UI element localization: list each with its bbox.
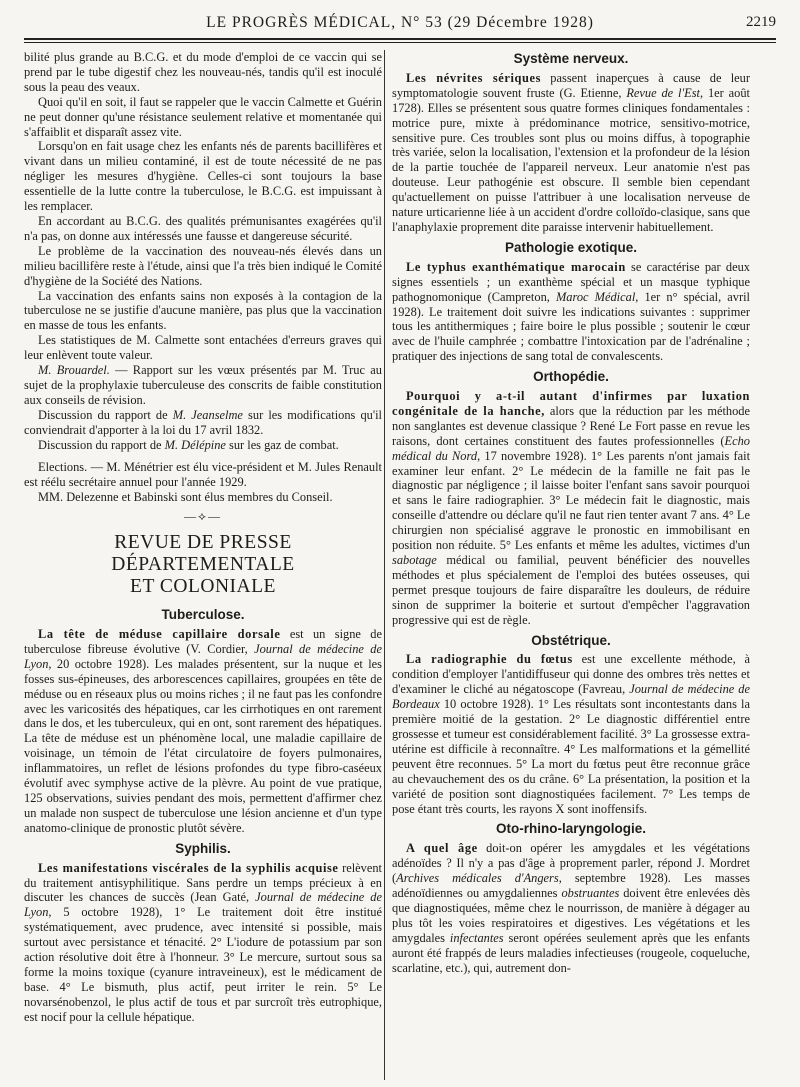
paragraph	[392, 71, 750, 235]
section-title	[24, 532, 382, 598]
paragraph	[24, 861, 382, 1025]
header-rule-thick	[24, 38, 776, 40]
italic-term: sabotage	[392, 553, 437, 567]
paragraph-text: médical ou familial, peuvent bénéficier des nouvelles méthodes et plus spécialement de l'emploi des butées osseuses, qui permet presque toujours de faire disparaître les douleurs, de réduire sinon de supprimer la boiterie et surtout d'empêcher l'aggravation progressive qui est de règle.	[392, 553, 750, 627]
paragraph	[24, 408, 382, 438]
person-name: M. Brouardel.	[38, 363, 110, 378]
paragraph: Elections. — M. Ménétrier est élu vice-président et M. Jules Renault est réélu secrétaire annuel pour l'année 1929.	[24, 460, 382, 490]
paragraph-text: est un signe de tuberculose fibreuse évolutive (V. Cordier,	[24, 627, 382, 656]
person-name: M. Délépine	[164, 437, 226, 452]
paragraph: En accordant au B.C.G. des qualités prémunisantes exagérées qu'il n'a pas, on donne aux intéressés une fausse et dangereuse sécurité.	[24, 213, 382, 243]
source-citation: Journal de médecine de Lyon	[24, 890, 382, 920]
article-lead: Le typhus exanthématique marocain	[406, 259, 626, 274]
section-title-line: REVUE DE PRESSE DÉPARTEMENTALE	[111, 532, 295, 576]
paragraph-text: doit-on opérer les amygdales et les végétations adénoïdes ? Il n'y a pas d'âge à proprement parler, répond J. Mordret (	[392, 841, 750, 886]
right-column	[392, 50, 750, 1080]
paragraph	[24, 627, 382, 836]
page-number: 2219	[746, 14, 776, 30]
paragraph	[24, 438, 382, 453]
paragraph-text: alors que la réduction par les méthode non sanglantes est devenue classique ? René Le Fort passe en revue les raisons, dont certaines constituent des fautes professionnelles (	[392, 403, 750, 448]
subsection-heading: Syphilis.	[175, 840, 231, 856]
subsection-heading: Orthopédie.	[533, 369, 609, 385]
paragraph: La vaccination des enfants sains non exposés à la contagion de la tuberculose ne se justifie d'aucune manière, pas plus que la vaccination en masse de tous les enfants.	[24, 288, 382, 333]
paragraph-text: , 17 novembre 1928). 1° Les parents n'ont jamais fait examiner leur enfant. 2° Le médecin de la famille ne fait pas le diagnostic par négligence ; il laisse boiter l'enfant sans savoir pourquoi et sans le faire radiographier. 3° Le médecin fait le diagnostic, mais conseille d'attendre ou déclare qu'il ne faut rien tenter avant 7 ans. 4° Le chirurgien non spécialisé aggrave le pronostic en immobilisant en position non réduite. 5° Les enfants et même les adultes, victimes d'un	[392, 448, 750, 553]
paragraph: Lorsqu'on en fait usage chez les enfants nés de parents bacillifères et vivant dans un milieu contaminé, il est de toute nécessité de ne pas négliger les mesures d'hygiène. Celles-ci sont toujours la base essentielle de la lutte contre la tuberculose, le B.C.G. est impuissant à les remplacer.	[24, 139, 382, 214]
paragraph-text: se caractérise par deux signes essentiels ; un exanthème spécial et un masque typhique pathognomonique (Campreton,	[392, 259, 750, 304]
subsection-heading: Système nerveux.	[513, 51, 629, 66]
paragraph-text: — Rapport sur les vœux présentés par M. Truc au sujet de la prophylaxie tuberculeuse des conscrits de faible constitution aux conseils de révision.	[24, 363, 382, 407]
paragraph: Le problème de la vaccination des nouveau-nés élevés dans un milieu bacillifère reste à l'étude, ainsi que l'a très bien indiqué le Comité d'hygiène de la Société des Nations.	[24, 243, 382, 288]
italic-term: infectantes	[449, 930, 504, 945]
column-divider	[384, 50, 385, 1080]
article-lead: La radiographie du fœtus	[406, 652, 573, 667]
source-citation: Journal de médecine de Lyon	[24, 641, 382, 671]
paragraph-text: , 5 octobre 1928), 1° Le traitement doit être institué systématiquement, avec prudence, avec intensité si possible, mais surtout avec persistance et ténacité. 2° L'iodure de potassium par son action résolutive doit être à l'honneur. 3° Le mercure, surtout sous sa forme la moins toxique (cyanure intraveineux), est le médicament de base. 4° Le bismuth, plus actif, peut irriter le rein. 5° Le novarsénobenzol, le plus actif de tous et par surcroît très eutrophique, est nocif pour la cellule hépatique.	[24, 905, 382, 1024]
paragraph	[24, 363, 382, 408]
section-divider-ornament: —⟡—	[184, 509, 222, 524]
paragraph-text: seront opérées seulement après que les enfants auront été frappés de leurs maladies infectieuses (rougeole, coqueluche, scarlatine, etc.), qui, autrement don-	[392, 930, 750, 975]
running-header	[24, 14, 776, 36]
paragraph-text: , 20 octobre 1928). Les malades présentent, sur la nuque et les fosses sus-épineuses, des arborescences capillaires, groupées en tête de méduse ou en réseaux plus ou moins riches ; il ne faut pas les confondre avec les varicosités des hépatiques, car les cirrhotiques en ont rarement dans le dos, et les tuberculeux, qui en ont, sont rarement des hépatiques. La tête de méduse est un phénomène local, une maladie capillaire de voisinage, un témoin de l'état circulatoire de foyers pulmonaires, inflammatoires, un reflet de lésions profondes du type fibro-caséeux évolutif avec symphyse active de la plèvre. Au point de vue pratique, 125 observations, suivies pendant des mois, permettent d'affirmer chez un malade non suspect de tuberculose une lésion ancienne et d'un type anatomo-clinique de pronostic plutôt sévère.	[24, 656, 382, 835]
paragraph	[392, 260, 750, 364]
paragraph	[392, 652, 750, 816]
paragraph	[392, 389, 750, 628]
paragraph-text: doivent être enlevées dès que diagnostiquées, même chez le nourrisson, de manière à dégager au plus tôt les voies respiratoires et digestives. Les végétations et les amygdales	[392, 886, 750, 945]
source-citation: Maroc Médical	[555, 289, 636, 304]
journal-title: LE PROGRÈS MÉDICAL, N° 53 (29 Décembre 1928)	[206, 14, 594, 31]
article-lead: A quel âge	[406, 841, 478, 856]
paragraph-text: , 1er n° spécial, avril 1928). Le traitement doit suivre les indications suivantes : supprimer tous les antithermiques ; faire boire le plus possible ; soutenir le cœur avec de l'huile camphrée ; combattre l'intoxication par de l'adrénaline ; pratiquer des injections de sang total de convalescents.	[392, 289, 750, 364]
section-title-line: ET COLONIALE	[130, 576, 276, 598]
paragraph-text: sur les modifications qu'il conviendrait d'apporter à la loi du 17 avril 1832.	[24, 407, 382, 437]
paragraph: Les statistiques de M. Calmette sont entachées d'erreurs graves qui leur enlèvent toute valeur.	[24, 333, 382, 363]
left-column	[24, 50, 382, 1080]
article-lead: Les névrites sériques	[406, 70, 542, 85]
paragraph	[392, 841, 750, 975]
article-lead: La tête de méduse capillaire dorsale	[38, 627, 281, 641]
article-lead: Les manifestations viscérales de la syphilis acquise	[38, 860, 339, 875]
source-citation: Journal de médecine de Bordeaux	[392, 682, 750, 712]
paragraph-text: passent inaperçues à cause de leur symptomatologie souvent fruste (G. Etienne,	[392, 70, 750, 100]
person-name: M. Jeanselme	[172, 407, 243, 422]
source-citation: Archives médicales d'Angers	[396, 871, 559, 886]
subsection-heading: Oto-rhino-laryngologie.	[496, 821, 646, 837]
paragraph-text: 10 octobre 1928). 1° Les résultats sont incontestants dans la première moitié de la gestation. 2° Le diagnostic différentiel entre grossesse et tumeur est considérablement facilité. 3° La grossesse extra-utérine est difficile à reconnaître. 4° Les malformations et la gémellité peuvent être reconnues. 5° La mort du fœtus peut être reconnue grâce au chevauchement des os du crâne. 6° La présentation, la position et la variété de position sont diagnostiquées facilement. 7° Les temps de pose étant très courts, les rayons X sont inoffensifs.	[392, 697, 750, 816]
italic-term: obstruantes	[561, 886, 620, 901]
article-lead: Pourquoi y a-t-il autant d'infirmes par luxation congénitale de la hanche,	[392, 389, 750, 418]
paragraph-text: , septembre 1928). Les masses adénoïdiennes ou amygdaliennes	[392, 871, 750, 901]
subsection-heading: Obstétrique.	[531, 632, 611, 648]
source-citation: Echo médical du Nord	[392, 433, 750, 463]
paragraph-text: , 1er août 1728). Elles se présentent sous quatre formes cliniques fondamentales : motrice pure, mixte à prédominance motrice, sensitivo-motrice, sensitive pure. Ces troubles sont plus ou moins diffus, à topographie très variée, selon la localisation, l'extension et la profondeur de la lésion de la partie touchée de l'appareil nerveux. Leur anatomie n'est pas douteuse. Leur pathogénie est obscure. Il semble bien cependant qu'actuellement on puisse l'attribuer à une localisation nerveuse de nature urticarienne liée à un accident d'ordre colloïdo-clasique, sans que l'anaphylaxie proprement dite paraisse intervenir habituellement.	[392, 85, 750, 234]
paragraph-text: relèvent du traitement antisyphilitique. Sans perdre un temps précieux à en discuter les chances de succès (Jean Gaté,	[24, 860, 382, 905]
subsection-heading: Tuberculose.	[161, 607, 245, 623]
paragraph-text: Discussion du rapport de	[38, 407, 173, 422]
paragraph-text: Discussion du rapport de	[38, 437, 165, 452]
subsection-heading: Pathologie exotique.	[504, 239, 637, 255]
source-citation: Revue de l'Est	[626, 85, 700, 100]
header-rule-thin	[24, 42, 776, 43]
paragraph-text: sur les gaz de combat.	[225, 437, 339, 452]
paragraph-text: est une excellente méthode, à condition d'employer l'antidiffuseur qui donne des ombres très nettes et d'examiner le cliché au négatoscope (Favreau,	[392, 652, 750, 697]
paragraph: bilité plus grande au B.C.G. et du mode d'emploi de ce vaccin qui se prend par le tube digestif chez les nouveau-nés, tandis qu'il est inoculé sous la peau des veaux.	[24, 50, 382, 94]
paragraph: MM. Delezenne et Babinski sont élus membres du Conseil.	[38, 490, 333, 505]
paragraph: Quoi qu'il en soit, il faut se rappeler que le vaccin Calmette et Guérin ne peut donner qu'une résistance seulement relative et momentanée qui s'affaiblit et disparaît assez vite.	[24, 94, 382, 139]
